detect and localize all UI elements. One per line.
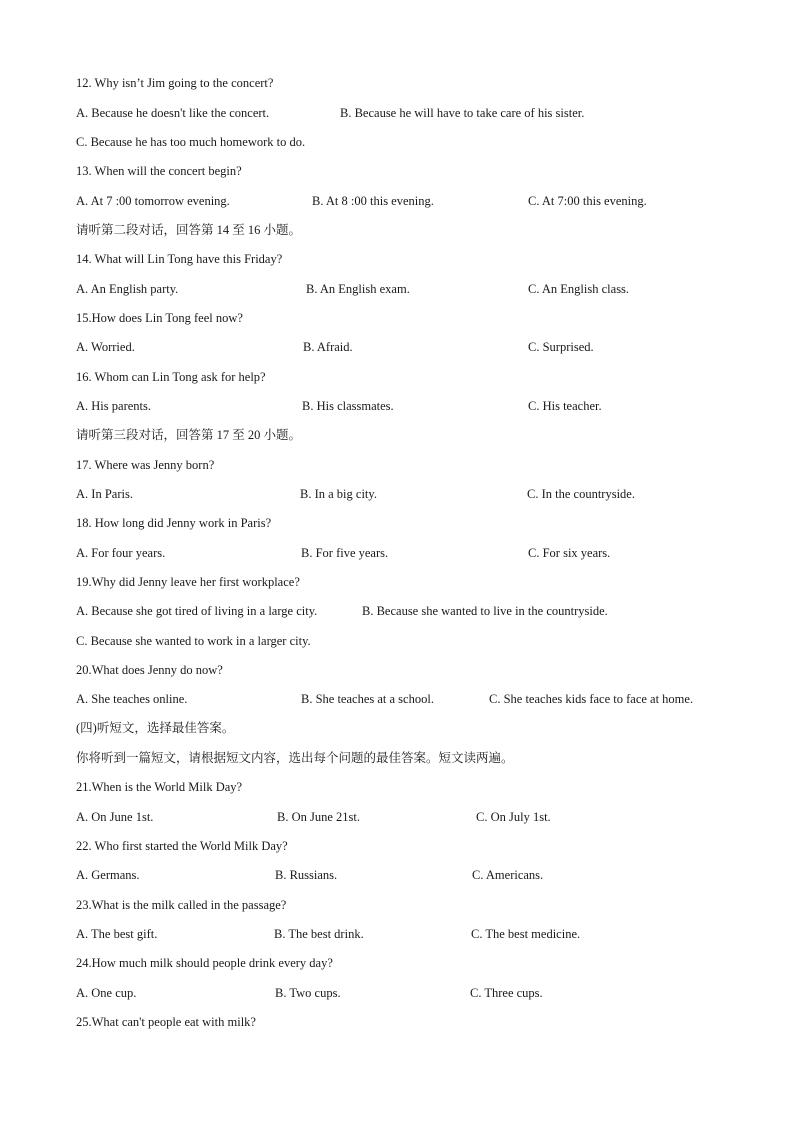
question-18-option-b: B. For five years. (301, 546, 389, 560)
question-21-option-a: A. On June 1st. (76, 810, 154, 824)
question-19-stem: 19.Why did Jenny leave her first workplace? (76, 575, 300, 589)
question-14-stem: 14. What will Lin Tong have this Friday? (76, 252, 283, 266)
question-22-stem: 22. Who first started the World Milk Day? (76, 839, 288, 853)
question-15-option-a: A. Worried. (76, 340, 135, 354)
section-4-description: 你将听到一篇短文，请根据短文内容，选出每个问题的最佳答案。短文读两遍。 (76, 751, 514, 765)
question-17-stem: 17. Where was Jenny born? (76, 458, 215, 472)
dialog-2-instruction: 请听第二段对话，回答第 14 至 16 小题。 (76, 223, 302, 237)
question-17-option-b: B. In a big city. (300, 487, 377, 501)
question-20-option-b: B. She teaches at a school. (301, 692, 434, 706)
section-4-title: (四)听短文，选择最佳答案。 (76, 721, 235, 735)
question-13-option-c: C. At 7:00 this evening. (528, 194, 647, 208)
question-23-option-c: C. The best medicine. (471, 927, 581, 941)
question-16-option-c: C. His teacher. (528, 399, 602, 413)
question-20-option-a: A. She teaches online. (76, 692, 188, 706)
question-25-stem: 25.What can't people eat with milk? (76, 1015, 256, 1029)
question-18-stem: 18. How long did Jenny work in Paris? (76, 516, 272, 530)
question-12-stem: 12. Why isn’t Jim going to the concert? (76, 76, 274, 90)
question-13-stem: 13. When will the concert begin? (76, 164, 242, 178)
question-21-stem: 21.When is the World Milk Day? (76, 780, 243, 794)
question-19-option-a: A. Because she got tired of living in a large city. (76, 604, 318, 618)
question-22-option-a: A. Germans. (76, 868, 140, 882)
question-20-option-c: C. She teaches kids face to face at home. (489, 692, 694, 706)
question-14-option-a: A. An English party. (76, 282, 179, 296)
question-16-stem: 16. Whom can Lin Tong ask for help? (76, 370, 266, 384)
question-24-option-c: C. Three cups. (470, 986, 543, 1000)
question-15-option-b: B. Afraid. (303, 340, 353, 354)
question-23-option-a: A. The best gift. (76, 927, 158, 941)
question-19-option-b: B. Because she wanted to live in the countryside. (362, 604, 608, 618)
question-18-option-a: A. For four years. (76, 546, 166, 560)
question-23-stem: 23.What is the milk called in the passage? (76, 898, 287, 912)
question-15-stem: 15.How does Lin Tong feel now? (76, 311, 243, 325)
question-18-option-c: C. For six years. (528, 546, 611, 560)
question-22-option-b: B. Russians. (275, 868, 338, 882)
question-19-option-c: C. Because she wanted to work in a larger city. (76, 634, 311, 648)
question-17-option-a: A. In Paris. (76, 487, 133, 501)
question-24-stem: 24.How much milk should people drink every day? (76, 956, 333, 970)
question-21-option-c: C. On July 1st. (476, 810, 551, 824)
question-15-option-c: C. Surprised. (528, 340, 594, 354)
question-12-option-b: B. Because he will have to take care of his sister. (340, 106, 585, 120)
question-13-option-b: B. At 8 :00 this evening. (312, 194, 434, 208)
question-24-option-a: A. One cup. (76, 986, 137, 1000)
question-14-option-b: B. An English exam. (306, 282, 410, 296)
question-24-option-b: B. Two cups. (275, 986, 341, 1000)
question-16-option-a: A. His parents. (76, 399, 151, 413)
question-12-option-a: A. Because he doesn't like the concert. (76, 106, 270, 120)
question-13-option-a: A. At 7 :00 tomorrow evening. (76, 194, 230, 208)
question-17-option-c: C. In the countryside. (527, 487, 635, 501)
question-21-option-b: B. On June 21st. (277, 810, 360, 824)
question-20-stem: 20.What does Jenny do now? (76, 663, 223, 677)
question-23-option-b: B. The best drink. (274, 927, 364, 941)
question-14-option-c: C. An English class. (528, 282, 630, 296)
question-12-option-c: C. Because he has too much homework to do. (76, 135, 306, 149)
question-16-option-b: B. His classmates. (302, 399, 394, 413)
question-22-option-c: C. Americans. (472, 868, 544, 882)
dialog-3-instruction: 请听第三段对话，回答第 17 至 20 小题。 (76, 428, 302, 442)
